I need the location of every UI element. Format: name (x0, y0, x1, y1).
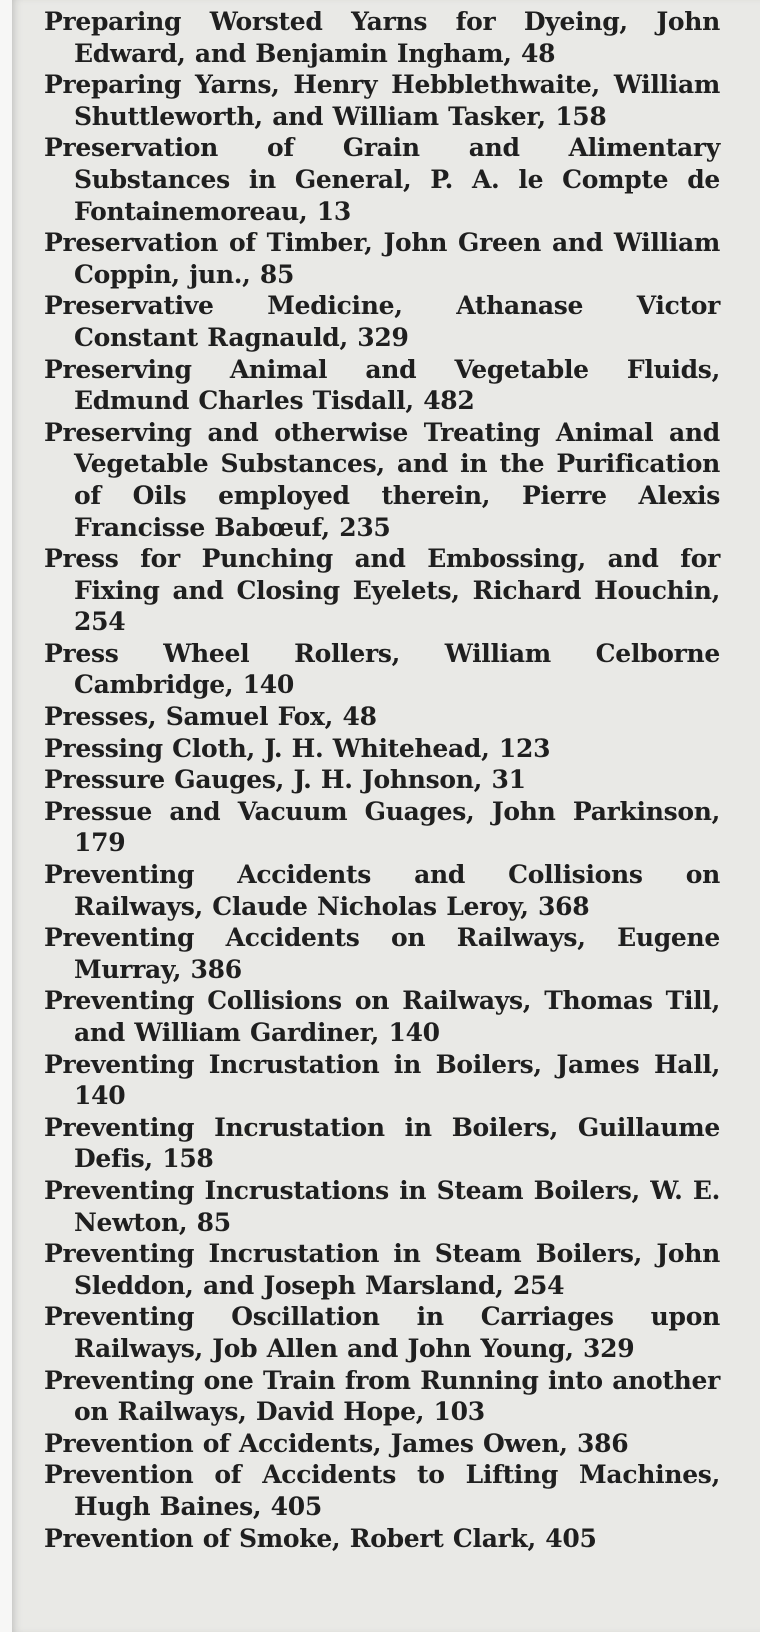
index-entry: Prevention of Accidents to Lifting Machines, Hugh Baines, 405 (44, 1460, 720, 1521)
index-entry: Press for Punching and Embossing, and for Fixing and Closing Eyelets, Richard Houchin, 254 (44, 544, 720, 637)
index-entry: Preserving and otherwise Treating Animal and Vegetable Substances, and in the Purification of Oils employed therein, Pierre Alexis Francisse Babœuf, 235 (44, 417, 720, 542)
index-entry: Preventing Accidents on Railways, Eugene Murray, 386 (44, 923, 720, 984)
index-entry: Preserving Animal and Vegetable Fluids, Edmund Charles Tisdall, 482 (44, 354, 720, 416)
index-entry: Preventing Collisions on Railways, Thomas Till, and William Gardiner, 140 (44, 986, 720, 1047)
index-entry: Preventing Incrustations in Steam Boilers, W. E. Newton, 85 (44, 1175, 720, 1237)
index-entry: Preservation of Grain and Alimentary Substances in General, P. A. le Compte de Fontainemoreau, 13 (44, 133, 720, 226)
index-entry: Preparing Worsted Yarns for Dyeing, John Edward, and Benjamin Ingham, 48 (44, 7, 720, 68)
index-entry: Pressing Cloth, J. H. Whitehead, 123 (44, 733, 551, 763)
index-entry: Preparing Yarns, Henry Hebblethwaite, William Shuttleworth, and William Tasker, 158 (44, 70, 720, 131)
index-entry: Preventing Incrustation in Boilers, James Hall, 140 (44, 1049, 720, 1111)
index-entry: Preventing Incrustation in Steam Boilers, John Sleddon, and Joseph Marsland, 254 (44, 1239, 720, 1300)
page-margin (0, 0, 12, 1632)
index-entry: Preventing Incrustation in Boilers, Guillaume Defis, 158 (44, 1112, 720, 1174)
index-entry: Preventing Accidents and Collisions on Railways, Claude Nicholas Leroy, 368 (44, 860, 720, 921)
index-entry: Preventing Oscillation in Carriages upon Railways, Job Allen and John Young, 329 (44, 1302, 720, 1363)
index-entry: Presses, Samuel Fox, 48 (44, 702, 377, 732)
index-entry: Pressure Gauges, J. H. Johnson, 31 (44, 765, 526, 795)
index-entry: Preservation of Timber, John Green and William Coppin, jun., 85 (44, 228, 720, 289)
index-entry: Press Wheel Rollers, William Celborne Cambridge, 140 (44, 638, 720, 700)
index-entry: Preservative Medicine, Athanase Victor Constant Ragnauld, 329 (44, 291, 720, 352)
index-entry: Preventing one Train from Running into another on Railways, David Hope, 103 (44, 1365, 720, 1427)
patent-index-column (44, 6, 720, 1554)
index-entry: Pressue and Vacuum Guages, John Parkinson, 179 (44, 796, 720, 858)
index-entry: Prevention of Smoke, Robert Clark, 405 (44, 1523, 597, 1553)
index-entry: Prevention of Accidents, James Owen, 386 (44, 1428, 629, 1458)
